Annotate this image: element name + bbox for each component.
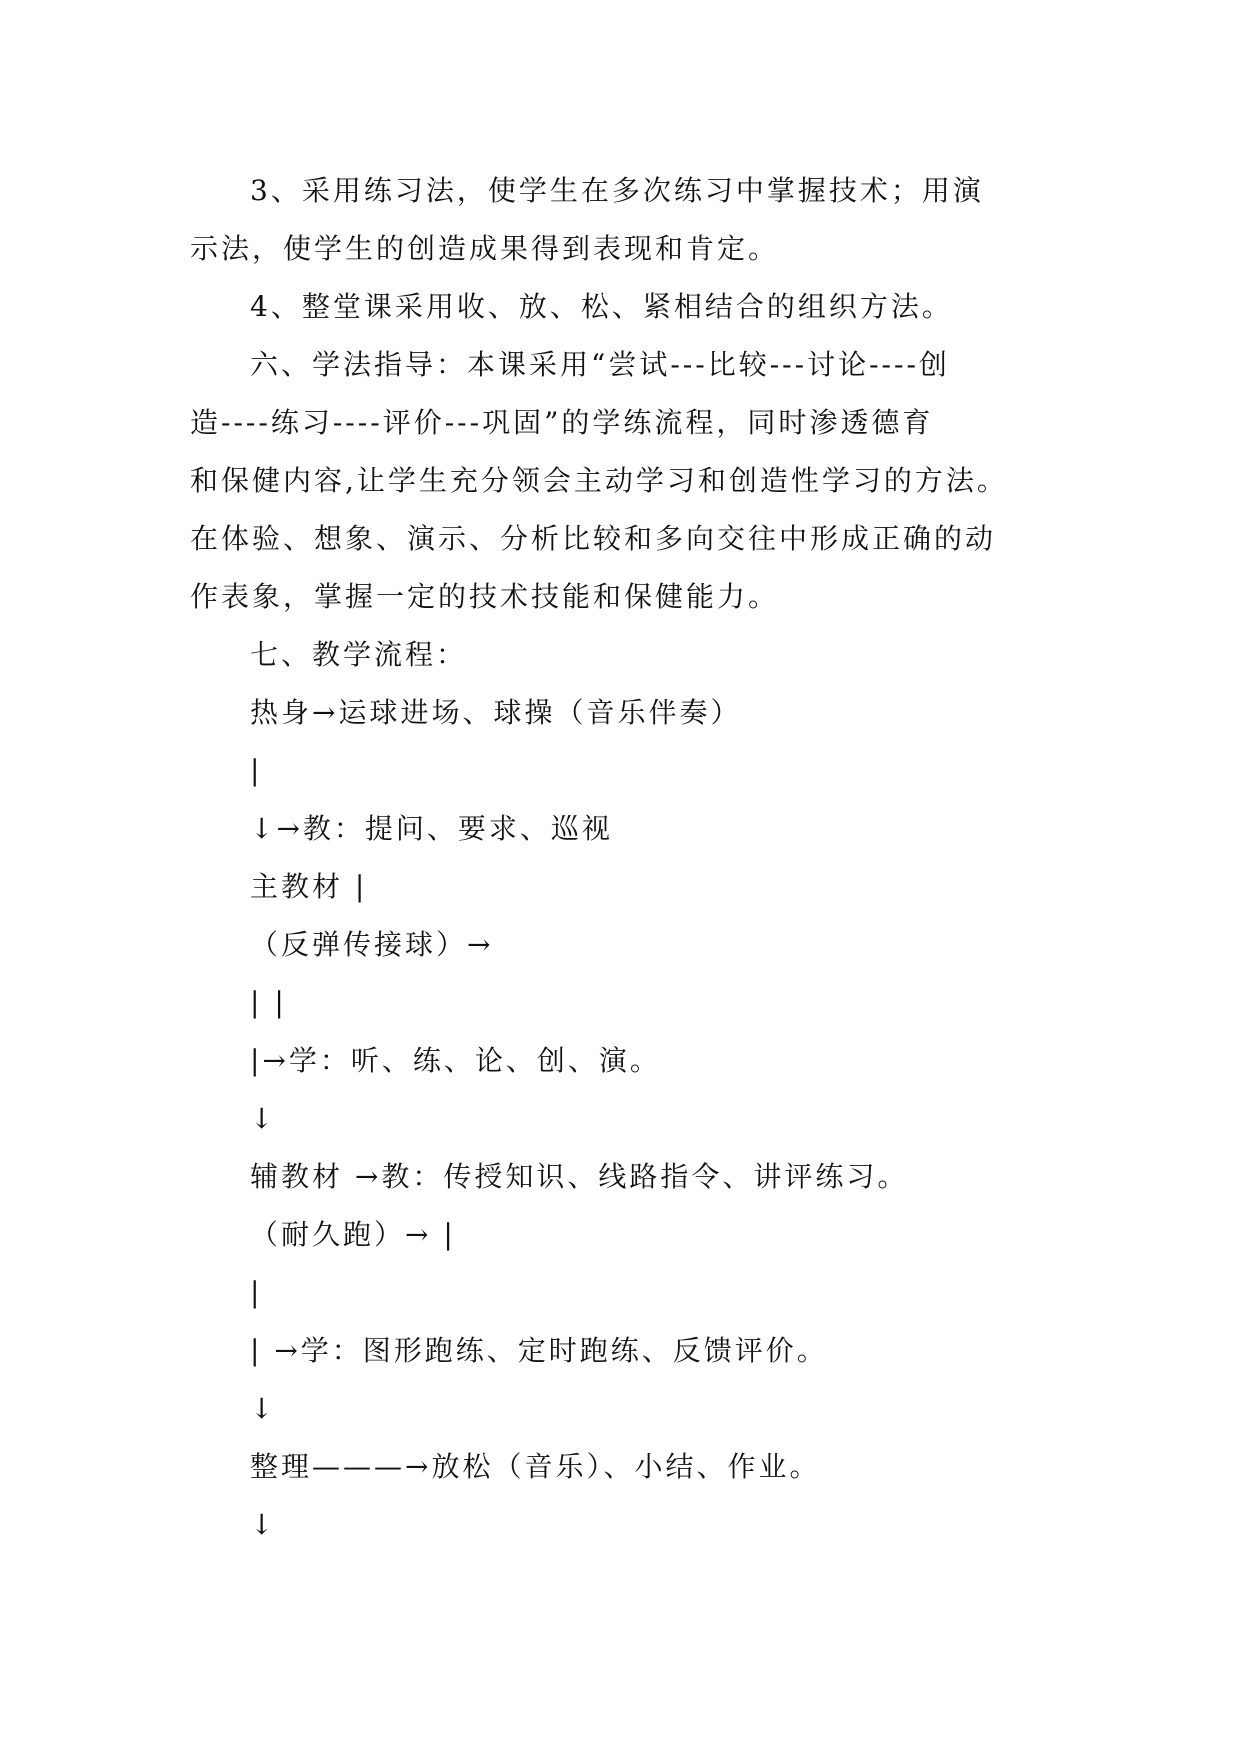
text-line: 示法，使学生的创造成果得到表现和肯定。 bbox=[190, 232, 780, 265]
text-line: 造----练习----评价---巩固”的学练流程，同时渗透德育 bbox=[190, 406, 934, 439]
text-line: 在体验、想象、演示、分析比较和多向交往中形成正确的动 bbox=[190, 522, 997, 555]
text-line: ↓ bbox=[250, 1508, 277, 1541]
text-line: ↓ bbox=[250, 1102, 277, 1135]
text-line: 3、采用练习法，使学生在多次练习中掌握技术；用演 bbox=[250, 174, 984, 207]
text-line: （反弹传接球）→ bbox=[250, 928, 494, 961]
text-line: 辅教材 →教：传授知识、线路指令、讲评练习。 bbox=[250, 1160, 909, 1193]
text-line: | bbox=[250, 754, 263, 787]
text-line: |→学：听、练、论、创、演。 bbox=[250, 1044, 661, 1077]
text-line: 4、整堂课采用收、放、松、紧相结合的组织方法。 bbox=[250, 290, 953, 323]
text-line: （耐久跑）→ | bbox=[250, 1218, 456, 1251]
text-line: 热身→运球进场、球操（音乐伴奏） bbox=[250, 696, 742, 729]
text-line: 作表象，掌握一定的技术技能和保健能力。 bbox=[190, 580, 780, 613]
text-line: ↓→教：提问、要求、巡视 bbox=[250, 812, 613, 845]
text-line: | →学：图形跑练、定时跑练、反馈评价。 bbox=[250, 1334, 828, 1367]
text-line: | | bbox=[250, 986, 287, 1019]
text-line: ↓ bbox=[250, 1392, 277, 1425]
text-line: 主教材 | bbox=[250, 870, 368, 903]
text-line: 六、学法指导：本课采用“尝试---比较---讨论----创 bbox=[250, 348, 950, 381]
text-line: 和保健内容,让学生充分领会主动学习和创造性学习的方法。 bbox=[190, 464, 1008, 497]
text-line: 七、教学流程： bbox=[250, 638, 468, 671]
text-line: 整理———→放松（音乐）、小结、作业。 bbox=[250, 1450, 821, 1483]
document-body bbox=[190, 162, 1060, 1554]
text-line: | bbox=[250, 1276, 263, 1309]
